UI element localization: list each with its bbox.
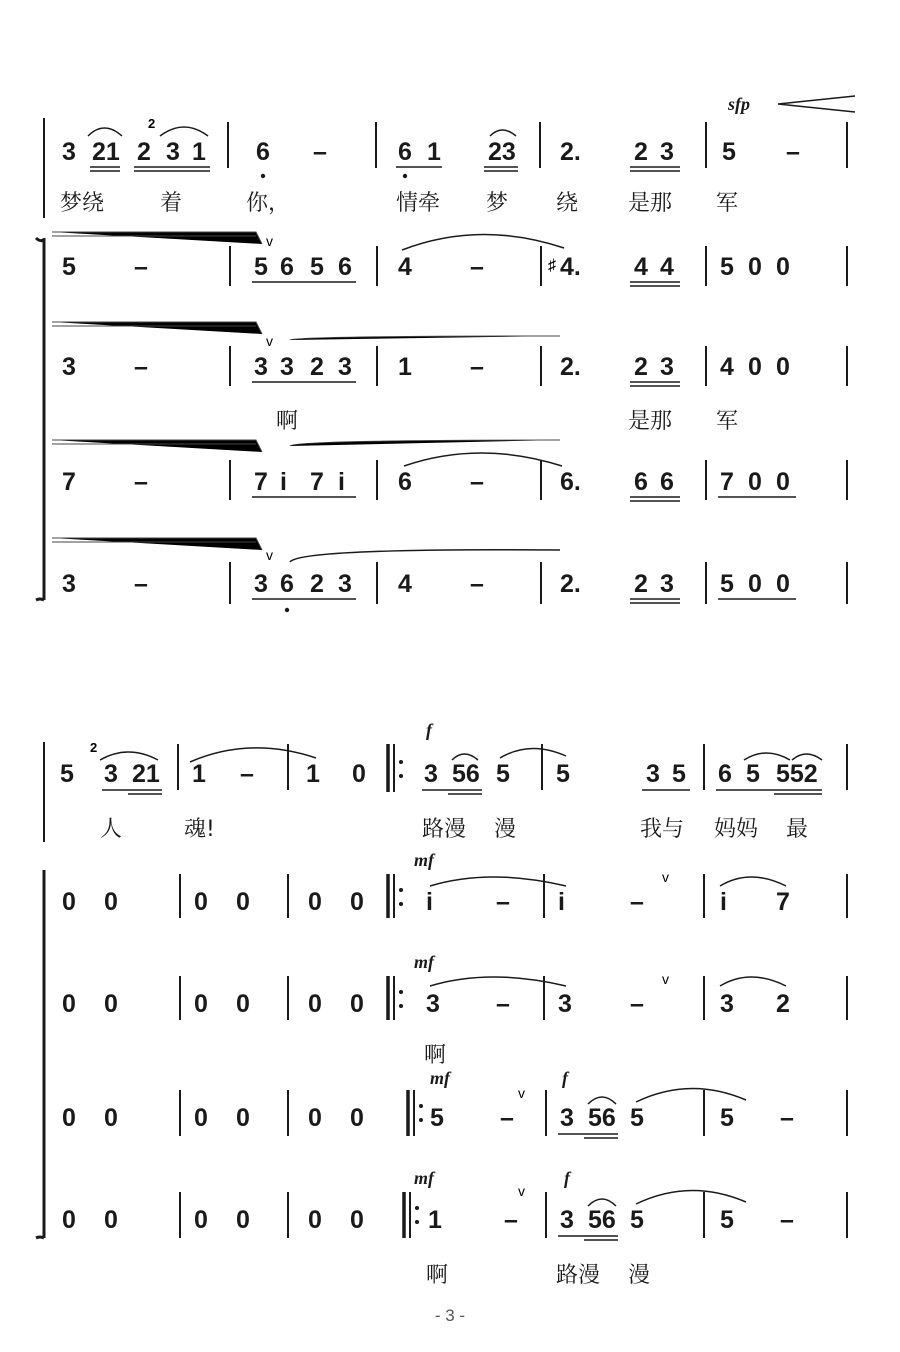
- dash: –: [470, 353, 484, 381]
- note: 5: [310, 253, 324, 281]
- dash: –: [630, 888, 644, 916]
- lyric: 啊: [426, 1263, 449, 1288]
- note: 4.: [560, 253, 581, 281]
- repeat-dot: [415, 1206, 419, 1210]
- note: 0: [104, 990, 118, 1018]
- note: 3: [166, 138, 180, 166]
- note: 5: [720, 570, 734, 598]
- breath-mark: v: [518, 1183, 525, 1199]
- lyric: 军: [716, 409, 739, 434]
- note: 0: [194, 990, 208, 1018]
- lyric: 人: [100, 817, 123, 842]
- note: 21: [92, 138, 120, 166]
- dynamic-mf: mf: [414, 952, 434, 972]
- dash: –: [496, 888, 510, 916]
- note: 0: [776, 570, 790, 598]
- note: 6: [398, 138, 412, 166]
- note: 56: [588, 1206, 616, 1234]
- note: 5: [720, 253, 734, 281]
- dash: –: [500, 1104, 514, 1132]
- note: 1: [428, 1206, 442, 1234]
- note: 0: [748, 353, 762, 381]
- note: 3: [62, 138, 76, 166]
- dynamic-mf: mf: [414, 850, 434, 870]
- lyric: 魂!: [184, 817, 215, 842]
- staff-solo: [60, 740, 847, 794]
- lyric: 啊: [276, 409, 299, 434]
- note: 6: [718, 760, 732, 788]
- breath-mark: v: [518, 1085, 525, 1101]
- note: 2: [776, 990, 790, 1018]
- lyric: 梦绕: [60, 191, 105, 216]
- lyrics-system2-bottom: [426, 1263, 650, 1288]
- note: 0: [236, 1104, 250, 1132]
- note: 0: [748, 570, 762, 598]
- dash: –: [496, 990, 510, 1018]
- note: 2.: [560, 138, 581, 166]
- note: 5: [62, 253, 76, 281]
- repeat-dot: [419, 1118, 423, 1122]
- note: 2.: [560, 353, 581, 381]
- breath-mark: v: [662, 869, 669, 885]
- slur: [588, 1097, 616, 1104]
- note: 4: [720, 353, 734, 381]
- repeat-dot: [399, 888, 403, 892]
- breath-mark: v: [266, 547, 273, 563]
- note: 0: [194, 1206, 208, 1234]
- dynamic-f: f: [564, 1168, 570, 1188]
- note: i: [280, 468, 287, 496]
- dash: –: [313, 138, 327, 166]
- lyric: 我与: [640, 817, 685, 842]
- staff-choir-3: [52, 440, 847, 501]
- note: 0: [104, 1206, 118, 1234]
- note: 0: [308, 888, 322, 916]
- lyric: 军: [716, 191, 739, 216]
- note: 3: [62, 570, 76, 598]
- note: 2: [634, 570, 648, 598]
- note: 3: [560, 1104, 574, 1132]
- dash: –: [240, 760, 254, 788]
- phrase-line: [52, 322, 560, 340]
- slur: [404, 453, 562, 466]
- slur: [430, 977, 566, 986]
- dash: –: [780, 1104, 794, 1132]
- note: 0: [776, 468, 790, 496]
- repeat-dot: [415, 1220, 419, 1224]
- grace-note: 2: [90, 740, 98, 755]
- lyric: 着: [160, 191, 183, 216]
- grace-note: 2: [148, 116, 156, 131]
- dynamic-f: f: [562, 1068, 568, 1088]
- system-2: [36, 720, 847, 1288]
- staff-choir-4: [62, 1168, 847, 1240]
- lyric: 你，: [246, 191, 291, 216]
- note: 5: [556, 760, 570, 788]
- dash: –: [786, 138, 800, 166]
- staff-choir-4: [52, 538, 847, 612]
- note: 56: [452, 760, 480, 788]
- note: 5: [254, 253, 268, 281]
- lyrics-system1-mid: [276, 409, 738, 434]
- breath-mark: v: [266, 333, 273, 349]
- dash: –: [780, 1206, 794, 1234]
- repeat-dot: [399, 990, 403, 994]
- low-octave-dot: [261, 174, 265, 178]
- repeat-dot: [399, 760, 403, 764]
- note: i: [720, 888, 727, 916]
- note: 0: [62, 888, 76, 916]
- note: 2: [310, 353, 324, 381]
- note: 3: [660, 570, 674, 598]
- note: i: [338, 468, 345, 496]
- note: 0: [104, 1104, 118, 1132]
- note: 3: [426, 990, 440, 1018]
- note: 6: [398, 468, 412, 496]
- note: 1: [306, 760, 320, 788]
- note: 4: [398, 570, 412, 598]
- note: 1: [192, 760, 206, 788]
- note: 3: [560, 1206, 574, 1234]
- note: 1: [398, 353, 412, 381]
- phrase-line: [52, 232, 262, 244]
- staff-solo: [62, 116, 847, 178]
- lyric: 路漫: [556, 1263, 601, 1288]
- note: 4: [398, 253, 412, 281]
- dash: –: [470, 253, 484, 281]
- note: 56: [588, 1104, 616, 1132]
- dash: –: [470, 570, 484, 598]
- dash: –: [504, 1206, 518, 1234]
- note: 0: [748, 253, 762, 281]
- staff-choir-1: [52, 232, 847, 286]
- note: 0: [350, 990, 364, 1018]
- note: 6: [280, 570, 294, 598]
- note: 0: [62, 990, 76, 1018]
- note: 0: [194, 888, 208, 916]
- slur: [160, 127, 208, 136]
- slur: [500, 748, 566, 758]
- note: 6: [280, 253, 294, 281]
- note: 0: [236, 1206, 250, 1234]
- note: 0: [236, 990, 250, 1018]
- note: 3: [424, 760, 438, 788]
- note: 2: [634, 353, 648, 381]
- note: 552: [776, 760, 818, 788]
- slur: [290, 550, 560, 562]
- phrase-line: [52, 440, 560, 452]
- choir-brace: [36, 870, 44, 1238]
- slur: [490, 130, 516, 136]
- note: 3: [338, 353, 352, 381]
- staff-choir-3: [62, 1068, 847, 1138]
- slur: [744, 753, 790, 760]
- crescendo-hairpin: [778, 96, 855, 112]
- note: 7: [310, 468, 324, 496]
- lyric: 妈妈: [714, 817, 759, 842]
- note: 3: [254, 570, 268, 598]
- note: 3: [280, 353, 294, 381]
- note: 6: [338, 253, 352, 281]
- slur: [88, 128, 122, 136]
- note: i: [426, 888, 433, 916]
- note: 5: [630, 1104, 644, 1132]
- note: 3: [338, 570, 352, 598]
- phrase-line: [52, 538, 262, 550]
- lyric: 漫: [494, 817, 517, 842]
- dash: –: [134, 253, 148, 281]
- slur: [720, 977, 786, 986]
- lyric: 绕: [556, 191, 579, 216]
- repeat-dot: [419, 1104, 423, 1108]
- note: 4: [634, 253, 648, 281]
- note: i: [558, 888, 565, 916]
- note: 2: [310, 570, 324, 598]
- lyric: 是那: [628, 191, 673, 216]
- staff-choir-2: [52, 322, 847, 386]
- note: 0: [62, 1104, 76, 1132]
- note: 2: [634, 138, 648, 166]
- note: 21: [132, 760, 160, 788]
- slur: [636, 1190, 746, 1204]
- note: 7: [62, 468, 76, 496]
- note: 4: [660, 253, 674, 281]
- slur: [402, 234, 564, 250]
- note: 0: [308, 1104, 322, 1132]
- note: 3: [558, 990, 572, 1018]
- repeat-dot: [399, 1004, 403, 1008]
- choir-brace: [36, 238, 44, 600]
- note: 23: [488, 138, 516, 166]
- note: 7: [254, 468, 268, 496]
- note: 3: [254, 353, 268, 381]
- staff-choir-1: [62, 850, 847, 918]
- note: 6: [634, 468, 648, 496]
- lyrics-system2-top: [100, 817, 808, 842]
- lyric: 漫: [628, 1263, 651, 1288]
- lyric: 情牵: [396, 191, 441, 216]
- note: 3: [660, 138, 674, 166]
- note: 0: [350, 1206, 364, 1234]
- system-1: [36, 94, 855, 612]
- lyric: 梦: [486, 191, 509, 216]
- note: 0: [352, 760, 366, 788]
- low-octave-dot: [285, 608, 289, 612]
- dash: –: [134, 570, 148, 598]
- note: 5: [722, 138, 736, 166]
- repeat-dot: [399, 774, 403, 778]
- dynamic-f: f: [426, 720, 432, 740]
- lyric: 最: [786, 817, 809, 842]
- note: 3: [104, 760, 118, 788]
- staff-choir-2: [62, 952, 847, 1020]
- note: 0: [308, 990, 322, 1018]
- note: 0: [62, 1206, 76, 1234]
- note: 7: [776, 888, 790, 916]
- note: 5: [720, 1104, 734, 1132]
- note: 0: [748, 468, 762, 496]
- note: 2: [137, 138, 151, 166]
- slur: [100, 752, 158, 760]
- slur: [636, 1088, 746, 1102]
- slur: [430, 877, 566, 886]
- note: 7: [720, 468, 734, 496]
- note: 0: [350, 1104, 364, 1132]
- dynamic-mf: mf: [414, 1168, 434, 1188]
- note: 3: [660, 353, 674, 381]
- note: 0: [350, 888, 364, 916]
- note: 3: [720, 990, 734, 1018]
- lyric: 是那: [628, 409, 673, 434]
- slur: [720, 877, 786, 886]
- lyrics-system1-top: [60, 191, 738, 216]
- note: 5: [630, 1206, 644, 1234]
- dash: –: [470, 468, 484, 496]
- note: 1: [427, 138, 441, 166]
- note: 0: [236, 888, 250, 916]
- lyric: 啊: [424, 1043, 447, 1068]
- dash: –: [134, 353, 148, 381]
- note: 1: [192, 138, 206, 166]
- note: 6.: [560, 468, 581, 496]
- page-number: - 3 -: [434, 1306, 466, 1325]
- sharp-sign: ♯: [548, 257, 556, 274]
- dynamic-mf: mf: [430, 1068, 450, 1088]
- note: 5: [60, 760, 74, 788]
- note: 5: [746, 760, 760, 788]
- note: 2.: [560, 570, 581, 598]
- note: 6: [660, 468, 674, 496]
- note: 5: [672, 760, 686, 788]
- note: 0: [308, 1206, 322, 1234]
- slur: [588, 1199, 616, 1206]
- dynamic-sfp: sfp: [728, 94, 750, 114]
- note: 5: [430, 1104, 444, 1132]
- note: 5: [720, 1206, 734, 1234]
- note: 0: [776, 353, 790, 381]
- note: 6: [256, 138, 270, 166]
- note: 5: [496, 760, 510, 788]
- note: 3: [646, 760, 660, 788]
- dash: –: [134, 468, 148, 496]
- note: 0: [776, 253, 790, 281]
- lyric: 路漫: [422, 817, 467, 842]
- note: 0: [194, 1104, 208, 1132]
- note: 3: [62, 353, 76, 381]
- low-octave-dot: [403, 174, 407, 178]
- breath-mark: v: [266, 233, 273, 249]
- breath-mark: v: [662, 971, 669, 987]
- dash: –: [630, 990, 644, 1018]
- repeat-dot: [399, 902, 403, 906]
- note: 0: [104, 888, 118, 916]
